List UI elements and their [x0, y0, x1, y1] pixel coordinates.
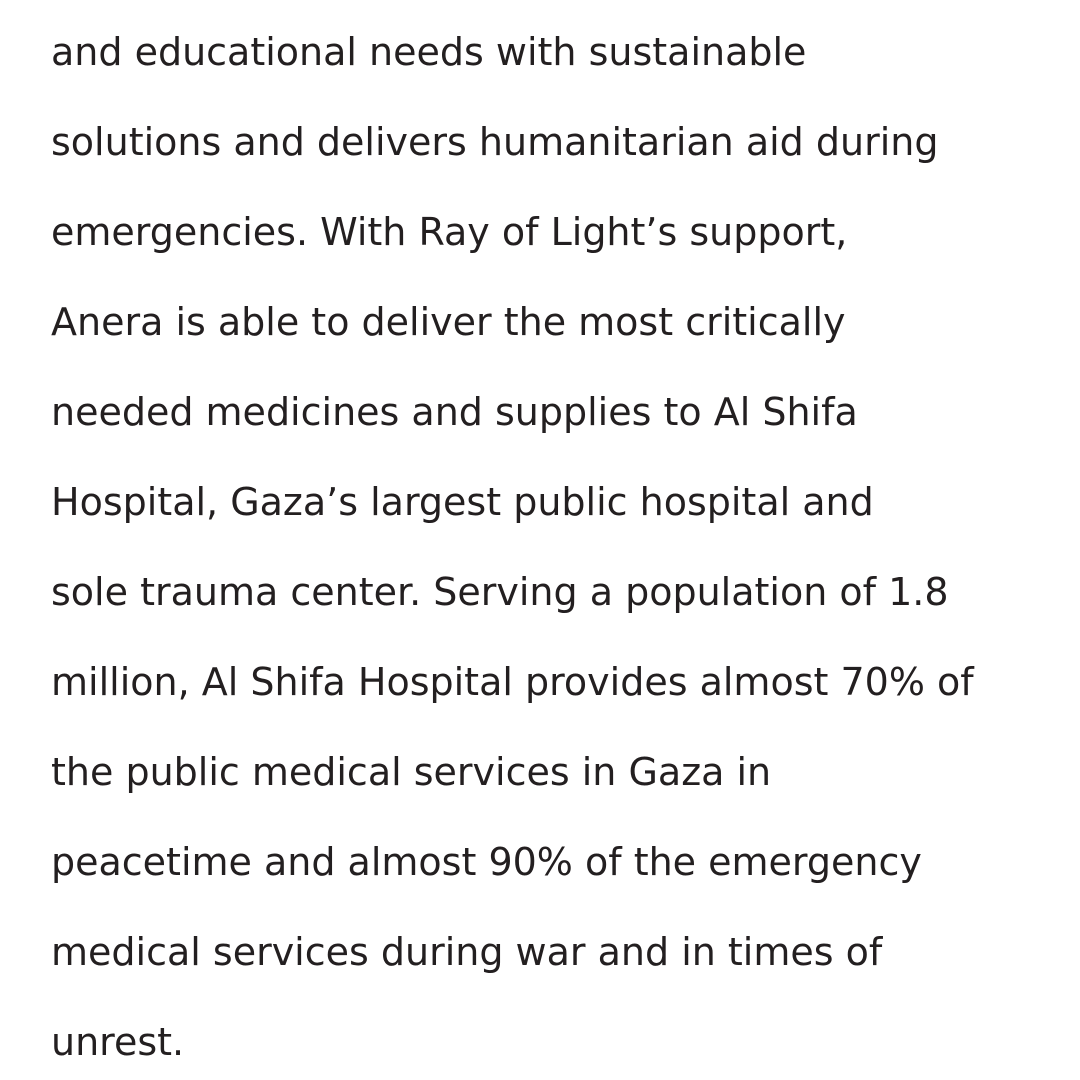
paragraph-line: peacetime and almost 90% of the emergency — [51, 840, 922, 884]
paragraph-line: Anera is able to deliver the most critically — [51, 300, 846, 344]
paragraph-line: unrest. — [51, 1020, 185, 1064]
paragraph-line: Hospital, Gaza’s largest public hospital and — [51, 480, 874, 524]
paragraph-line: and educational needs with sustainable — [51, 30, 807, 74]
paragraph-line: medical services during war and in times of — [51, 930, 883, 974]
paragraph-line: million, Al Shifa Hospital provides almost 70% of — [51, 660, 974, 704]
paragraph-line: emergencies. With Ray of Light’s support, — [51, 210, 848, 254]
paragraph-line: solutions and delivers humanitarian aid during — [51, 120, 939, 164]
paragraph-line: needed medicines and supplies to Al Shifa — [51, 390, 858, 434]
paragraph-line: the public medical services in Gaza in — [51, 750, 772, 794]
paragraph-line: sole trauma center. Serving a population of 1.8 — [51, 570, 949, 614]
